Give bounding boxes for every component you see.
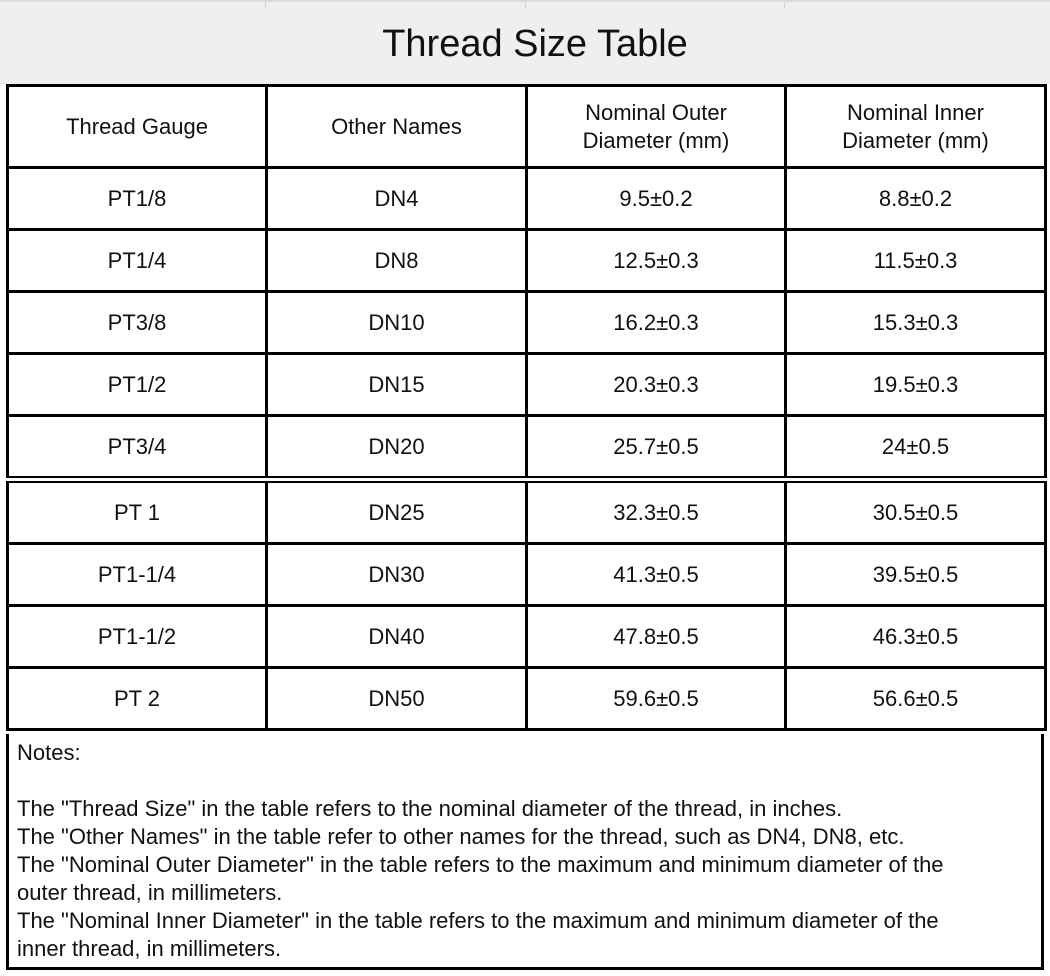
thread-size-table bbox=[6, 84, 1047, 731]
cell-thread-gauge: PT1/2 bbox=[8, 354, 267, 416]
cell-thread-gauge: PT1-1/2 bbox=[8, 606, 267, 668]
cell-inner-diameter: 39.5±0.5 bbox=[786, 544, 1046, 606]
table-row bbox=[8, 480, 1046, 544]
cell-other-names: DN20 bbox=[267, 416, 527, 480]
cell-other-names: DN30 bbox=[267, 544, 527, 606]
cell-inner-diameter: 24±0.5 bbox=[786, 416, 1046, 480]
cell-inner-diameter: 30.5±0.5 bbox=[786, 480, 1046, 544]
cell-inner-diameter: 15.3±0.3 bbox=[786, 292, 1046, 354]
table-row bbox=[8, 416, 1046, 480]
header-line: Diameter (mm) bbox=[582, 127, 730, 153]
table-row bbox=[8, 230, 1046, 292]
column-tick bbox=[784, 2, 785, 8]
column-tick bbox=[265, 2, 266, 8]
header-thread-gauge bbox=[8, 86, 267, 168]
cell-other-names: DN50 bbox=[267, 668, 527, 730]
cell-thread-gauge: PT 2 bbox=[8, 668, 267, 730]
cell-outer-diameter: 12.5±0.3 bbox=[527, 230, 786, 292]
header-line: Diameter (mm) bbox=[842, 127, 989, 153]
cell-outer-diameter: 41.3±0.5 bbox=[527, 544, 786, 606]
header-line: Other Names bbox=[331, 113, 462, 139]
cell-other-names: DN10 bbox=[267, 292, 527, 354]
cell-other-names: DN40 bbox=[267, 606, 527, 668]
note-line: The "Thread Size" in the table refers to the nominal diameter of the thread, in inches. bbox=[17, 796, 843, 821]
cell-inner-diameter: 56.6±0.5 bbox=[786, 668, 1046, 730]
cell-inner-diameter: 11.5±0.3 bbox=[786, 230, 1046, 292]
header-line: Thread Gauge bbox=[66, 113, 208, 139]
cell-outer-diameter: 25.7±0.5 bbox=[527, 416, 786, 480]
note-line: The "Other Names" in the table refer to other names for the thread, such as DN4, DN8, etc. bbox=[17, 824, 905, 849]
cell-other-names: DN4 bbox=[267, 168, 527, 230]
table-row bbox=[8, 354, 1046, 416]
notes-heading: Notes: bbox=[17, 740, 81, 765]
column-tick bbox=[525, 2, 526, 8]
cell-thread-gauge: PT 1 bbox=[8, 480, 267, 544]
table-row bbox=[8, 544, 1046, 606]
cell-other-names: DN8 bbox=[267, 230, 527, 292]
cell-thread-gauge: PT3/8 bbox=[8, 292, 267, 354]
header-line: Nominal Outer bbox=[585, 99, 727, 125]
cell-outer-diameter: 32.3±0.5 bbox=[527, 480, 786, 544]
table-row bbox=[8, 668, 1046, 730]
cell-other-names: DN15 bbox=[267, 354, 527, 416]
cell-outer-diameter: 16.2±0.3 bbox=[527, 292, 786, 354]
cell-inner-diameter: 8.8±0.2 bbox=[786, 168, 1046, 230]
cell-thread-gauge: PT1/8 bbox=[8, 168, 267, 230]
note-line: The "Nominal Outer Diameter" in the table refers to the maximum and minimum diameter of the bbox=[17, 852, 944, 877]
table-row bbox=[8, 292, 1046, 354]
header-line: Nominal Inner bbox=[847, 99, 984, 125]
header-nominal-outer-diameter bbox=[527, 86, 786, 168]
cell-outer-diameter: 47.8±0.5 bbox=[527, 606, 786, 668]
cell-inner-diameter: 19.5±0.3 bbox=[786, 354, 1046, 416]
table-header-row bbox=[8, 86, 1046, 168]
page-title: Thread Size Table bbox=[382, 23, 688, 65]
note-line: outer thread, in millimeters. bbox=[17, 880, 283, 905]
note-line: inner thread, in millimeters. bbox=[17, 936, 282, 961]
cell-inner-diameter: 46.3±0.5 bbox=[786, 606, 1046, 668]
notes-box bbox=[6, 734, 1044, 970]
table-row bbox=[8, 606, 1046, 668]
cell-outer-diameter: 20.3±0.3 bbox=[527, 354, 786, 416]
cell-thread-gauge: PT3/4 bbox=[8, 416, 267, 480]
header-nominal-inner-diameter bbox=[786, 86, 1046, 168]
header-other-names bbox=[267, 86, 527, 168]
cell-outer-diameter: 59.6±0.5 bbox=[527, 668, 786, 730]
cell-outer-diameter: 9.5±0.2 bbox=[527, 168, 786, 230]
cell-thread-gauge: PT1/4 bbox=[8, 230, 267, 292]
cell-other-names: DN25 bbox=[267, 480, 527, 544]
cell-thread-gauge: PT1-1/4 bbox=[8, 544, 267, 606]
table-row bbox=[8, 168, 1046, 230]
note-line: The "Nominal Inner Diameter" in the table refers to the maximum and minimum diameter of the bbox=[17, 908, 939, 933]
